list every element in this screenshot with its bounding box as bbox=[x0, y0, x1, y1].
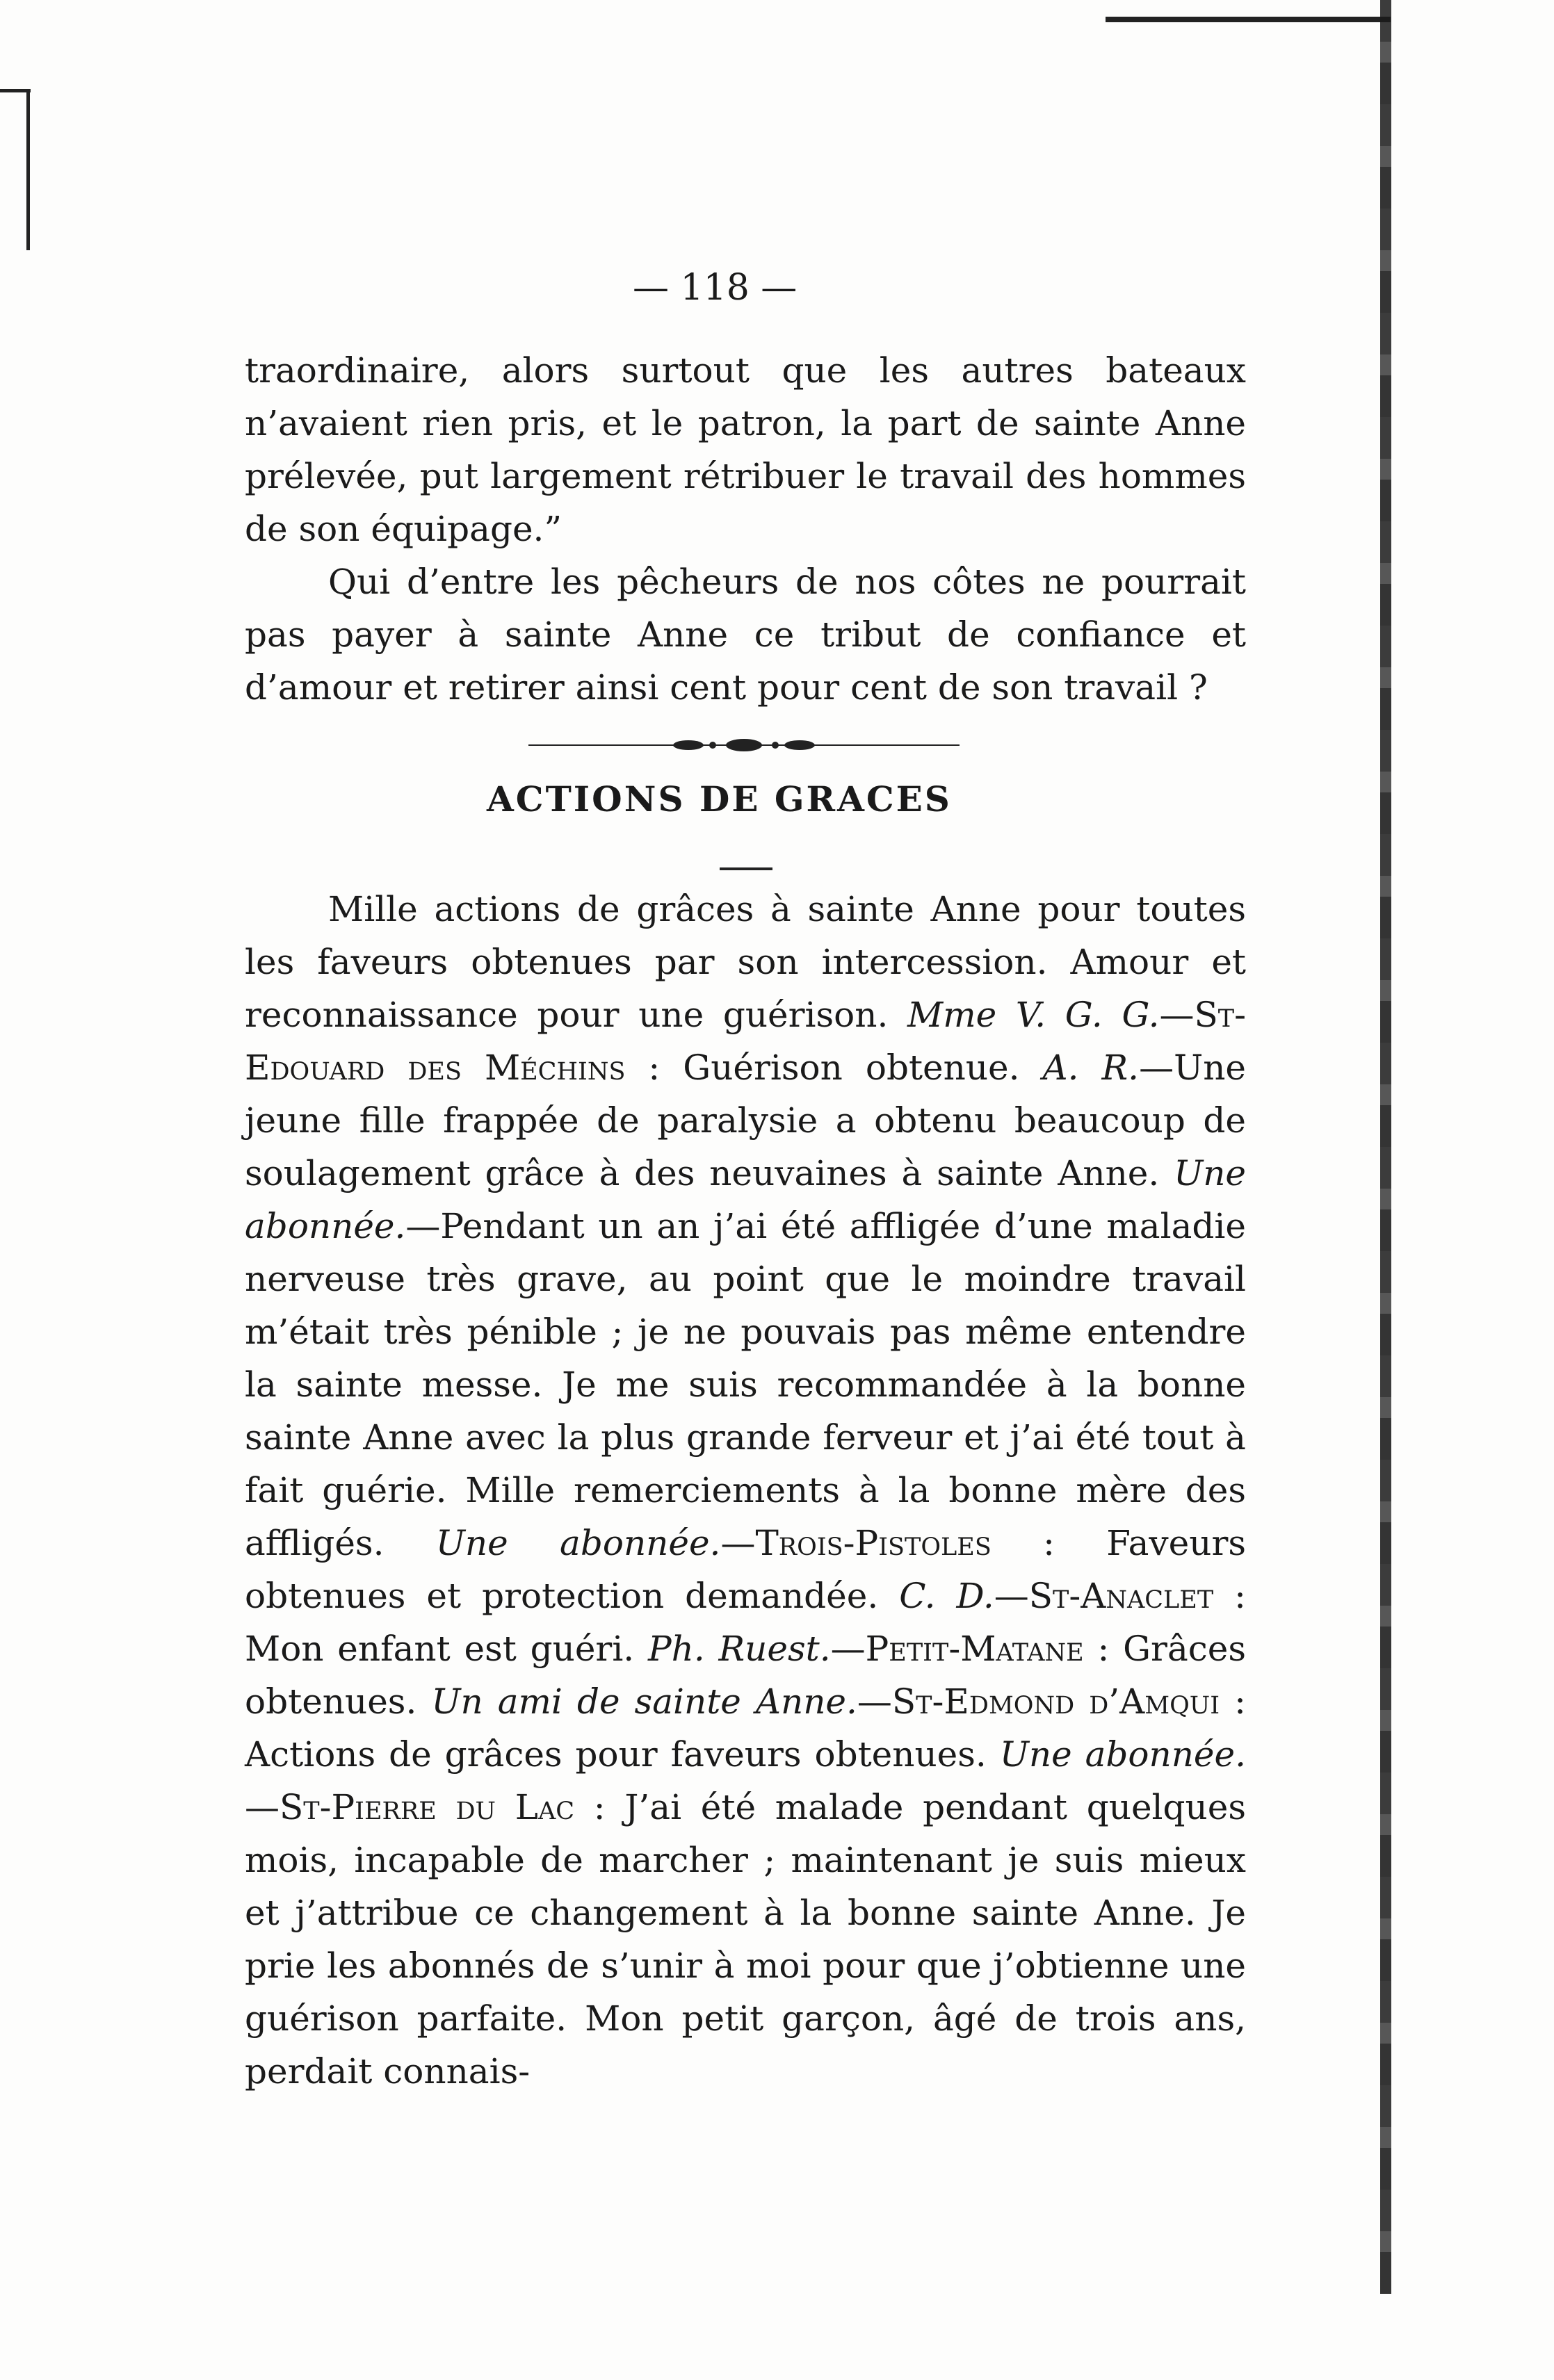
body-sentence: —Pendant un an j’ai été affligée d’une maladie nerveuse très grave, au point que le moindre travail m’était très pénible ; je ne pouvais pas même entendre la sainte messe. Je me suis recommandée à la bonne sainte Anne avec la plus grande ferveur et j’ai été tout à fait guérie. Mille remerciements à la bonne mère des affligés. bbox=[245, 1206, 1246, 1563]
place-name: St-Anaclet bbox=[1028, 1576, 1214, 1616]
intro-paragraph-1: traordinaire, alors surtout que les autres bateaux n’avaient rien pris, et le patron, la part de sainte Anne prélevée, put largement rétribuer le travail des hommes de son équipage.” bbox=[245, 350, 1246, 549]
scan-edge-right bbox=[1380, 0, 1391, 2294]
signature: A. R. bbox=[1042, 1048, 1140, 1088]
dash: — bbox=[994, 1576, 1029, 1616]
body-paragraph bbox=[245, 883, 1246, 2098]
body-text bbox=[245, 883, 1246, 2098]
place-name: St-Edouard des Méchins bbox=[245, 995, 1247, 1088]
intro-text bbox=[245, 344, 1246, 714]
body-sentence: : J’ai été malade pendant quelques mois, incapable de marcher ; maintenant je suis mieux et j’attribue ce changement à la bonne sainte Anne. Je prie les abonnés de s’unir à moi pour que j’obtienne une guérison parfaite. Mon petit garçon, âgé de trois ans, perdait connais- bbox=[245, 1787, 1246, 2092]
scan-edge-left bbox=[26, 90, 30, 250]
signature: Ph. Ruest. bbox=[648, 1629, 831, 1669]
body-sentence: : Faveurs obtenues et protection demandée. bbox=[245, 1523, 1247, 1616]
dash: — bbox=[830, 1629, 866, 1669]
section-title-text: ACTIONS DE GRACES bbox=[487, 779, 952, 820]
signature: Mme V. G. G. bbox=[907, 995, 1160, 1035]
dash: — bbox=[245, 1787, 280, 1827]
ornament-divider bbox=[528, 737, 960, 753]
dash: — bbox=[720, 1523, 756, 1563]
body-sentence: : Actions de grâces pour faveurs obtenues. bbox=[245, 1681, 1246, 1775]
title-rule bbox=[720, 867, 772, 870]
place-name: St-Edmond d’Amqui bbox=[891, 1681, 1220, 1722]
intro-paragraph-2: Qui d’entre les pêcheurs de nos côtes ne pourrait pas payer à sainte Anne ce tribut de confiance et d’amour et retirer ainsi cent pour cent de son travail ? bbox=[245, 562, 1246, 708]
dash: — bbox=[857, 1681, 892, 1722]
signature: Une abonnée. bbox=[999, 1734, 1246, 1775]
signature: Une abonnée. bbox=[435, 1523, 721, 1563]
body-sentence: —Une jeune fille frappée de paralysie a obtenu beaucoup de soulagement grâce à des neuvaines à sainte Anne. bbox=[245, 1048, 1246, 1193]
signature: C. D. bbox=[899, 1576, 994, 1616]
body-sentence: : Mon enfant est guéri. bbox=[245, 1576, 1246, 1669]
place-name: Petit-Matane bbox=[865, 1629, 1084, 1669]
body-sentence: : Grâces obtenues. bbox=[245, 1629, 1247, 1722]
place-name: Trois-Pistoles bbox=[755, 1523, 992, 1563]
scan-edge-top bbox=[1106, 17, 1391, 22]
signature: Un ami de sainte Anne. bbox=[431, 1681, 857, 1722]
signature: Une abonnée. bbox=[245, 1153, 1246, 1246]
scan-edge-left-tick bbox=[0, 89, 31, 92]
place-name: St-Pierre du Lac bbox=[280, 1787, 575, 1827]
dash: — bbox=[1159, 995, 1195, 1035]
page-number-text: — 118 — bbox=[633, 267, 798, 309]
body-sentence: : Guérison obtenue. bbox=[625, 1048, 1043, 1088]
body-sentence: Mille actions de grâces à sainte Anne pour toutes les faveurs obtenues par son intercession. Amour et reconnaissance pour une guérison. bbox=[245, 889, 1246, 1035]
